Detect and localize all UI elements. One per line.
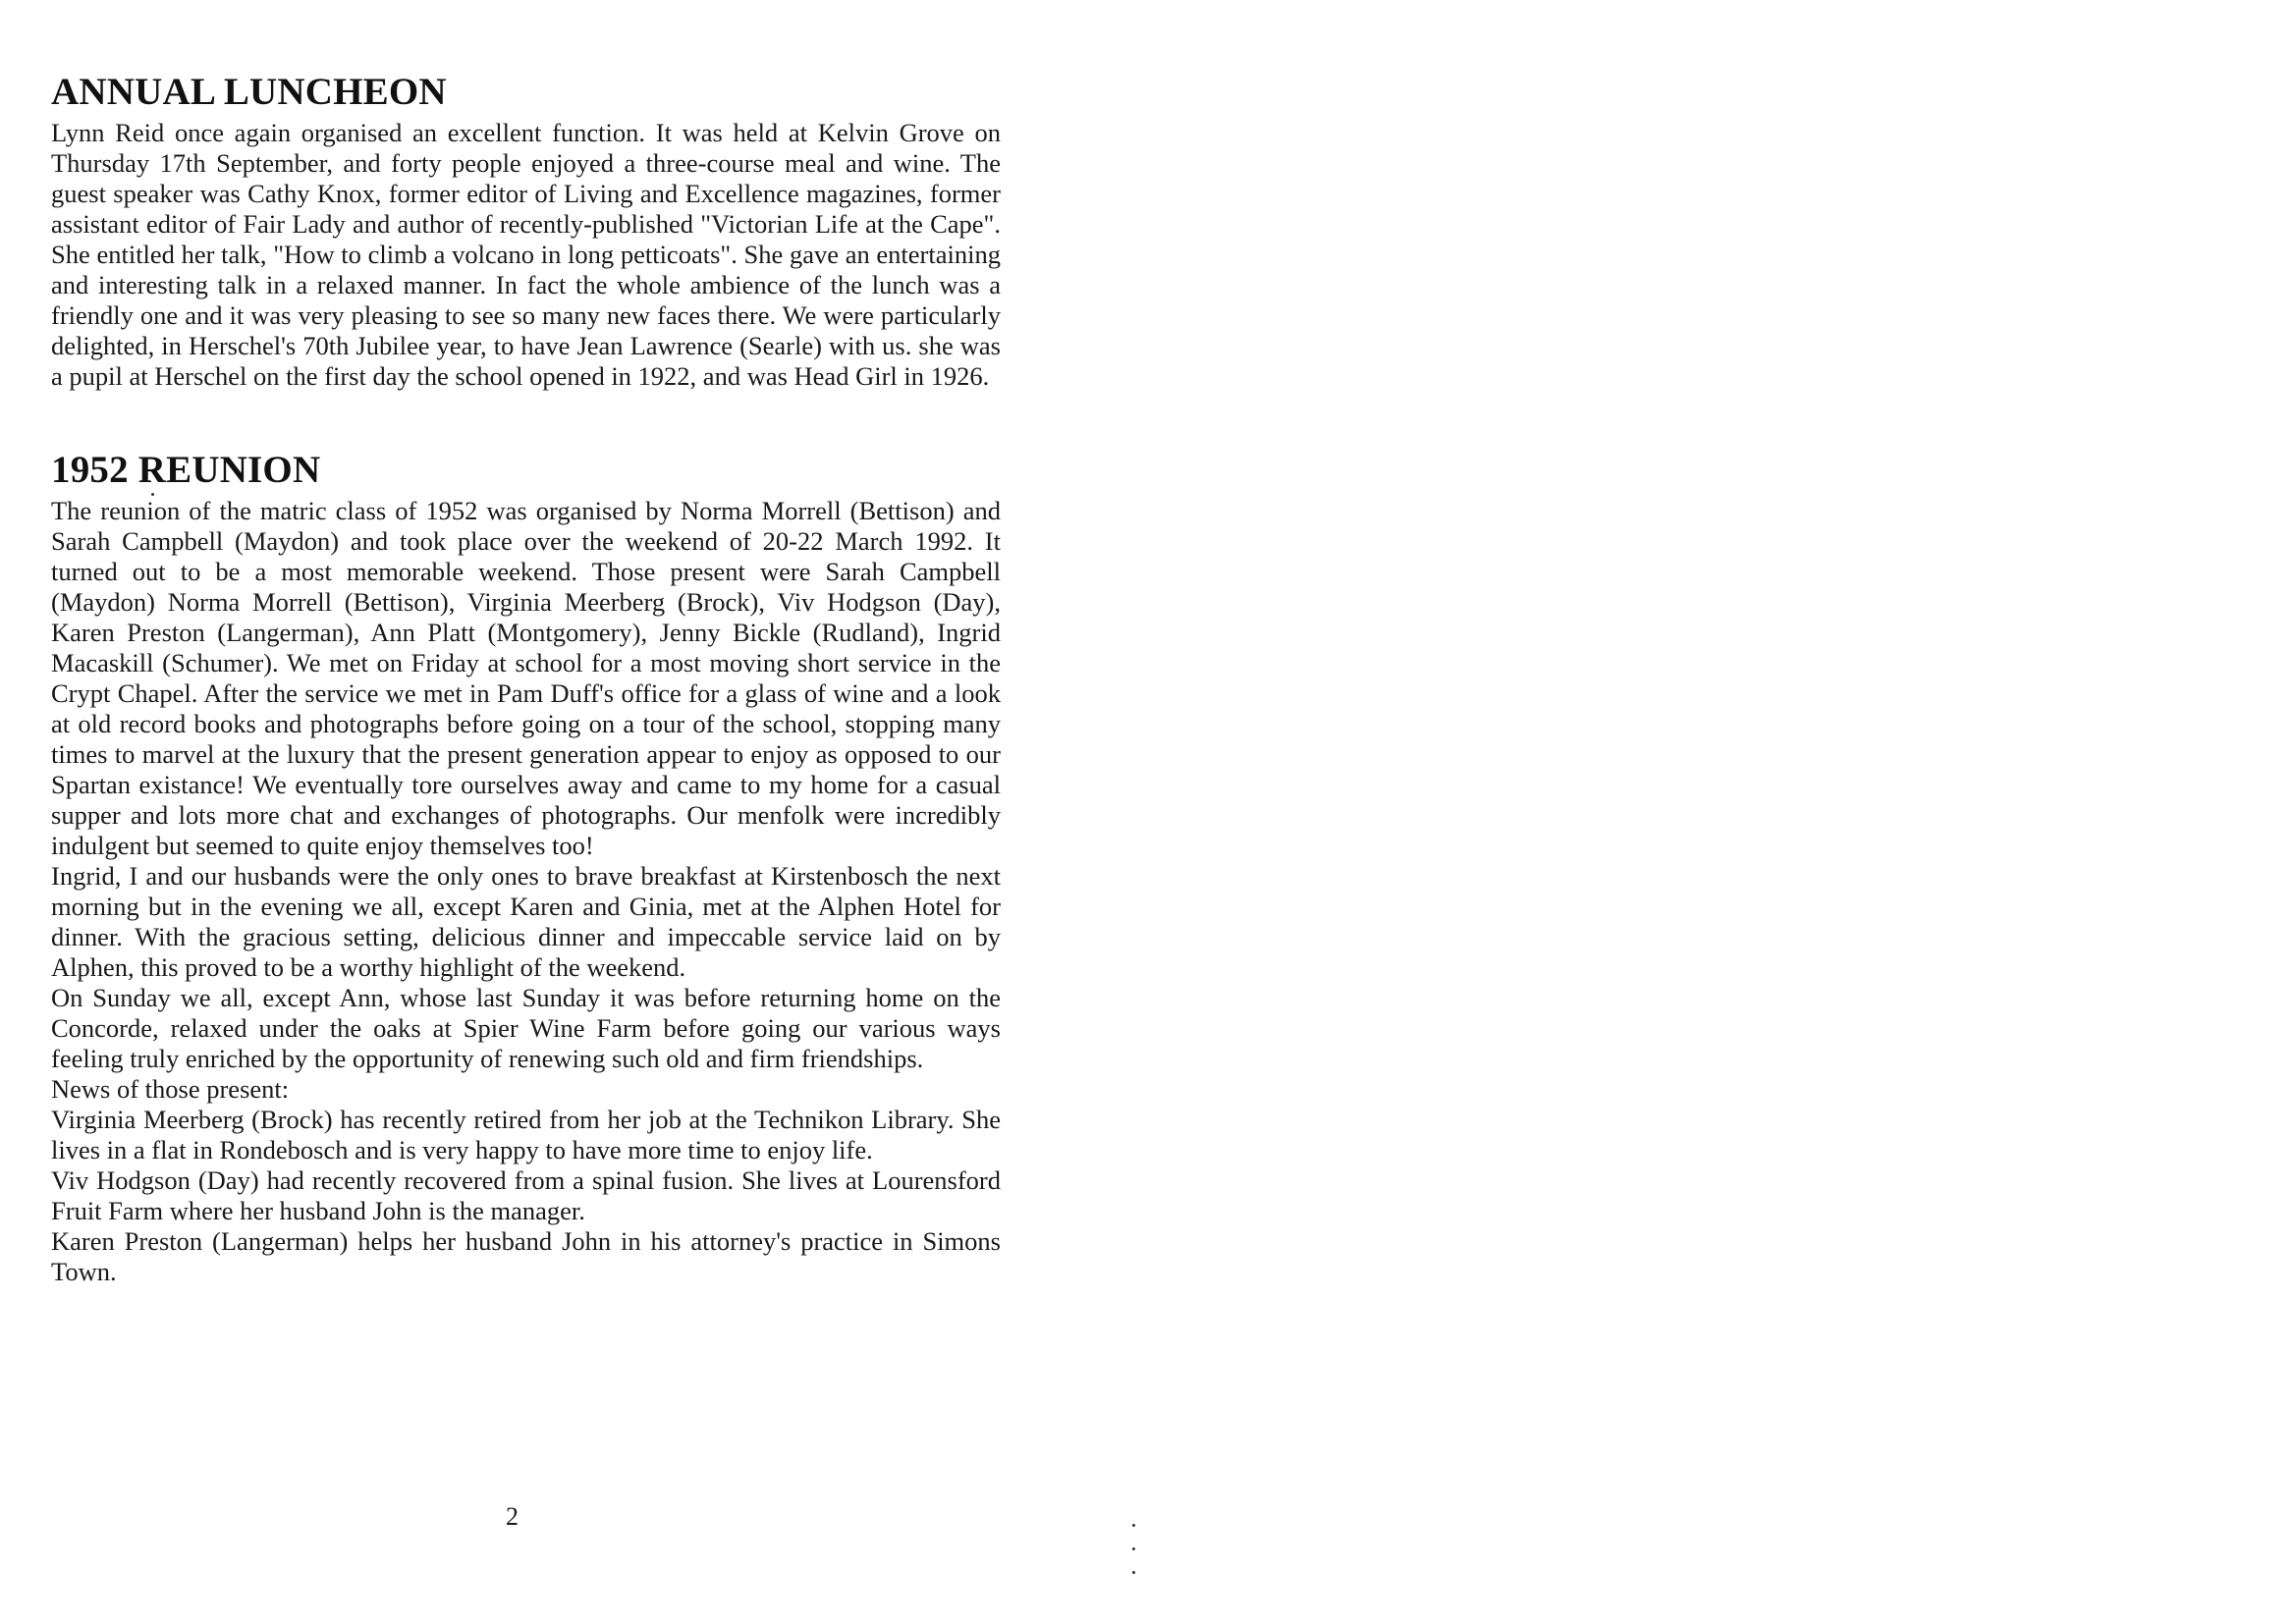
- fold-mark-dot: [1132, 1571, 1135, 1574]
- reunion-news-item: Viv Hodgson (Day) had recently recovered from a spinal fusion. She lives at Lourensford Fruit Farm where her husband John is the manager.: [51, 1165, 1001, 1225]
- left-page-column: [51, 59, 1001, 1287]
- fold-mark-dot: [151, 493, 154, 496]
- reunion-news-item: Karen Preston (Langerman) helps her husband John in his attorney's practice in Simons Town.: [51, 1226, 1001, 1286]
- reunion-section: [51, 449, 1001, 1287]
- reunion-paragraph: Ingrid, I and our husbands were the only ones to brave breakfast at Kirstenbosch the next morning but in the evening we all, except Karen and Ginia, met at the Alphen Hotel for dinner. With the gracious setting, delicious dinner and impeccable service laid on by Alphen, this proved to be a worthy highlight of the weekend.: [51, 861, 1001, 982]
- reunion-news-intro: News of those present:: [51, 1074, 290, 1104]
- annual-luncheon-heading: ANNUAL LUNCHEON: [51, 71, 447, 113]
- page-number: 2: [506, 1502, 519, 1531]
- fold-mark-dot: [1132, 1547, 1135, 1550]
- reunion-heading: 1952 REUNION: [51, 449, 321, 491]
- reunion-paragraph: The reunion of the matric class of 1952 was organised by Norma Morrell (Bettison) and Sarah Campbell (Maydon) and took place over the weekend of 20-22 March 1992. It turned out to be a most memorable weekend. Those present were Sarah Campbell (Maydon) Norma Morrell (Bettison), Virginia Meerberg (Brock), Viv Hodgson (Day), Karen Preston (Langerman), Ann Platt (Montgomery), Jenny Bickle (Rudland), Ingrid Macaskill (Schumer). We met on Friday at school for a most moving short service in the Crypt Chapel. After the service we met in Pam Duff's office for a glass of wine and a look at old record books and photographs before going on a tour of the school, stopping many times to marvel at the luxury that the present generation appear to enjoy as opposed to our Spartan existance! We eventually tore ourselves away and came to my home for a casual supper and lots more chat and exchanges of photographs. Our menfolk were incredibly indulgent but seemed to quite enjoy themselves too!: [51, 496, 1001, 860]
- reunion-news-item: Virginia Meerberg (Brock) has recently retired from her job at the Technikon Library. She lives in a flat in Rondebosch and is very happy to have more time to enjoy life.: [51, 1105, 1001, 1164]
- reunion-paragraph: On Sunday we all, except Ann, whose last Sunday it was before returning home on the Concorde, relaxed under the oaks at Spier Wine Farm before going our various ways feeling truly enriched by the opportunity of renewing such old and firm friendships.: [51, 983, 1001, 1073]
- fold-mark-dot: [1132, 1524, 1135, 1527]
- annual-luncheon-paragraph: Lynn Reid once again organised an excellent function. It was held at Kelvin Grove on Thursday 17th September, and forty people enjoyed a three-course meal and wine. The guest speaker was Cathy Knox, former editor of Living and Excellence magazines, former assistant editor of Fair Lady and author of recently-published "Victorian Life at the Cape". She entitled her talk, "How to climb a volcano in long petticoats". She gave an entertaining and interesting talk in a relaxed manner. In fact the whole ambience of the lunch was a friendly one and it was very pleasing to see so many new faces there. We were particularly delighted, in Herschel's 70th Jubilee year, to have Jean Lawrence (Searle) with us. she was a pupil at Herschel on the first day the school opened in 1922, and was Head Girl in 1926.: [51, 118, 1001, 391]
- annual-luncheon-section: [51, 71, 1001, 392]
